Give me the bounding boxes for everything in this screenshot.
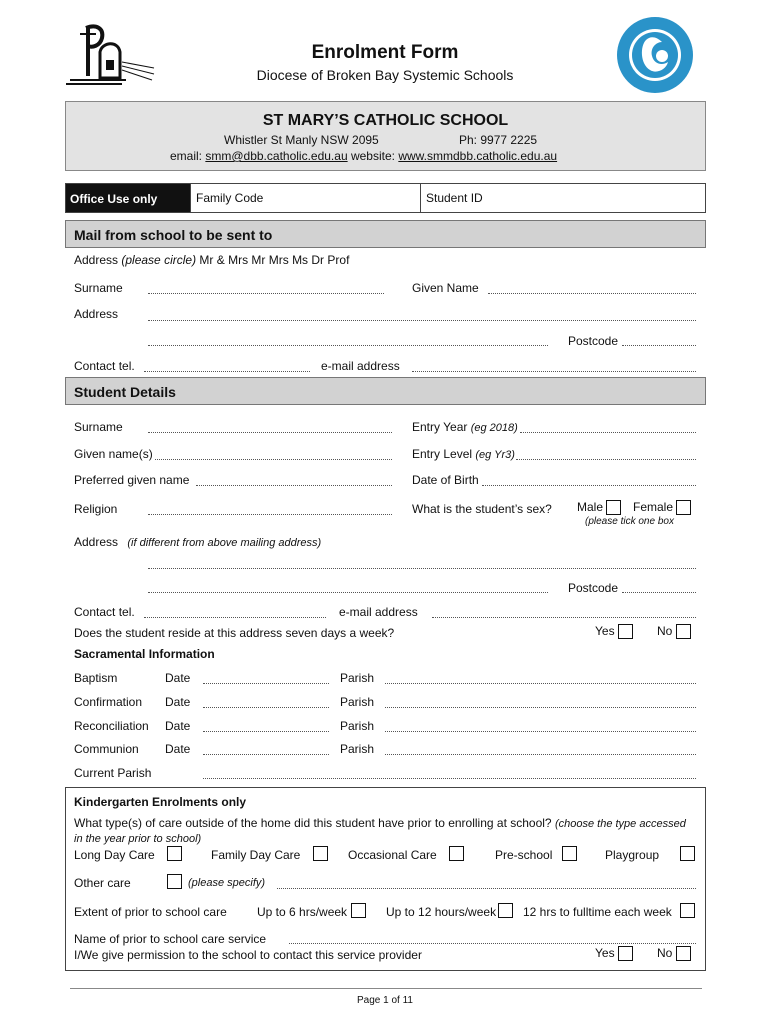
extent-option-2-label: Up to 12 hours/week <box>386 905 497 919</box>
reconciliation-parish-label: Parish <box>340 719 375 733</box>
extent-option-1-label: Up to 6 hrs/week <box>257 905 348 919</box>
mail-surname-input[interactable] <box>148 293 384 294</box>
reside-no-label: No <box>657 624 673 638</box>
entry-level-input[interactable] <box>516 459 696 460</box>
sacramental-heading: Sacramental Information <box>74 647 215 661</box>
school-seal <box>616 16 694 94</box>
mail-postcode-label: Postcode <box>568 334 619 348</box>
confirmation-parish-input[interactable] <box>385 707 696 708</box>
care-occasional-care-checkbox[interactable] <box>449 846 464 861</box>
entry-year-input[interactable] <box>520 432 696 433</box>
form-title: Enrolment Form <box>311 42 459 63</box>
school-email-link[interactable]: smm@dbb.catholic.edu.au <box>205 149 348 163</box>
communion-parish-label: Parish <box>340 742 375 756</box>
permission-no-checkbox[interactable] <box>676 946 691 961</box>
baptism-label: Baptism <box>74 671 118 685</box>
school-phone: Ph: 9977 2225 <box>459 133 538 147</box>
permission-label: I/We give permission to the school to contact this service provider <box>74 948 422 962</box>
reconciliation-date-label: Date <box>165 719 191 733</box>
baptism-date-label: Date <box>165 671 191 685</box>
baptism-parish-input[interactable] <box>385 683 696 684</box>
permission-yes-label: Yes <box>595 946 615 960</box>
reside-question: Does the student reside at this address seven days a week? <box>74 626 395 640</box>
mail-email-input[interactable] <box>412 371 696 372</box>
reside-yes-checkbox[interactable] <box>618 624 633 639</box>
extent-option-3-checkbox[interactable] <box>680 903 695 918</box>
dob-input[interactable] <box>482 485 696 486</box>
care-long-day-care-checkbox[interactable] <box>167 846 182 861</box>
mail-postcode-input[interactable] <box>622 345 696 346</box>
tick-note: (please tick one box <box>585 516 674 527</box>
mail-given-name-input[interactable] <box>488 293 696 294</box>
school-website-link[interactable]: www.smmdbb.catholic.edu.au <box>398 149 558 163</box>
extent-option-3-label: 12 hrs to fulltime each week <box>523 905 672 919</box>
student-contact-label: Contact tel. <box>74 605 135 619</box>
confirmation-date-label: Date <box>165 695 191 709</box>
mail-given-name-label: Given Name <box>412 281 479 295</box>
other-care-checkbox[interactable] <box>167 874 182 889</box>
student-address-input-1[interactable] <box>148 568 696 569</box>
reconciliation-parish-input[interactable] <box>385 731 696 732</box>
student-address-input-2[interactable] <box>148 592 548 593</box>
confirmation-date-input[interactable] <box>203 707 329 708</box>
given-names-label: Given name(s) <box>74 447 153 461</box>
care-long-day-care-label: Long Day Care <box>74 848 155 862</box>
mail-contact-input[interactable] <box>144 371 310 372</box>
school-info-box <box>65 101 706 171</box>
religion-input[interactable] <box>148 514 392 515</box>
mail-title-line: Address (please circle) Mr & Mrs Mr Mrs Ms Dr Prof <box>74 253 350 267</box>
care-playgroup-label: Playgroup <box>605 848 660 862</box>
baptism-parish-label: Parish <box>340 671 375 685</box>
reside-no-checkbox[interactable] <box>676 624 691 639</box>
confirmation-parish-label: Parish <box>340 695 375 709</box>
student-surname-label: Surname <box>74 420 123 434</box>
preferred-name-input[interactable] <box>196 485 392 486</box>
religion-label: Religion <box>74 502 118 516</box>
other-care-input[interactable] <box>277 888 696 889</box>
student-postcode-label: Postcode <box>568 581 619 595</box>
student-contact-input[interactable] <box>144 617 326 618</box>
current-parish-input[interactable] <box>203 778 696 779</box>
communion-label: Communion <box>74 742 139 756</box>
student-email-input[interactable] <box>432 617 696 618</box>
service-name-label: Name of prior to school care service <box>74 932 267 946</box>
dob-label: Date of Birth <box>412 473 479 487</box>
student-surname-input[interactable] <box>148 432 392 433</box>
permission-yes-checkbox[interactable] <box>618 946 633 961</box>
care-pre-school-checkbox[interactable] <box>562 846 577 861</box>
communion-date-label: Date <box>165 742 191 756</box>
reconciliation-date-input[interactable] <box>203 731 329 732</box>
mail-contact-label: Contact tel. <box>74 359 135 373</box>
care-family-day-care-label: Family Day Care <box>211 848 301 862</box>
student-email-label: e-mail address <box>339 605 418 619</box>
male-checkbox[interactable] <box>606 500 621 515</box>
communion-date-input[interactable] <box>203 754 329 755</box>
care-family-day-care-checkbox[interactable] <box>313 846 328 861</box>
please-specify-note: (please specify) <box>188 877 266 889</box>
school-name: ST MARY’S CATHOLIC SCHOOL <box>262 112 509 129</box>
reside-yes-label: Yes <box>595 624 615 638</box>
form-subtitle: Diocese of Broken Bay Systemic Schools <box>256 67 514 83</box>
baptism-date-input[interactable] <box>203 683 329 684</box>
service-name-input[interactable] <box>289 943 696 944</box>
female-checkbox[interactable] <box>676 500 691 515</box>
extent-label: Extent of prior to school care <box>74 905 227 919</box>
school-address: Whistler St Manly NSW 2095 <box>224 133 379 147</box>
office-use-row <box>65 183 706 213</box>
title-options[interactable]: Mr & Mrs Mr Mrs Ms Dr Prof <box>199 253 350 267</box>
entry-level-label: Entry Level (eg Yr3) <box>412 447 515 461</box>
footer-divider <box>70 988 702 989</box>
office-use-label: Office Use only <box>66 184 190 212</box>
mail-address-input-1[interactable] <box>148 320 696 321</box>
given-names-input[interactable] <box>155 459 392 460</box>
mail-section-header: Mail from school to be sent to <box>65 220 706 248</box>
other-care-label: Other care <box>74 876 131 890</box>
kinder-heading: Kindergarten Enrolments only <box>74 795 247 809</box>
care-pre-school-label: Pre-school <box>495 848 553 862</box>
mail-address-label: Address <box>74 307 119 321</box>
sex-question: What is the student’s sex? <box>412 502 552 516</box>
care-playgroup-checkbox[interactable] <box>680 846 695 861</box>
entry-year-label: Entry Year (eg 2018) <box>412 420 518 434</box>
student-address-label: Address (if different from above mailing address) <box>74 535 322 549</box>
male-label: Male <box>577 500 604 514</box>
reconciliation-label: Reconciliation <box>74 719 149 733</box>
mail-surname-label: Surname <box>74 281 123 295</box>
extent-option-1-checkbox[interactable] <box>351 903 366 918</box>
permission-no-label: No <box>657 946 673 960</box>
preferred-name-label: Preferred given name <box>74 473 190 487</box>
extent-option-2-checkbox[interactable] <box>498 903 513 918</box>
communion-parish-input[interactable] <box>385 754 696 755</box>
care-occasional-care-label: Occasional Care <box>348 848 437 862</box>
page-number: Page 1 of 11 <box>357 995 413 1006</box>
female-label: Female <box>633 500 674 514</box>
current-parish-label: Current Parish <box>74 766 152 780</box>
kinder-question: What type(s) of care outside of the home did this student have prior to enrolling at school? (choose the type accessed in the year prior to school) <box>74 816 686 845</box>
student-postcode-input[interactable] <box>622 592 696 593</box>
mail-email-label: e-mail address <box>321 359 400 373</box>
family-code-field[interactable]: Family Code <box>190 184 420 212</box>
confirmation-label: Confirmation <box>74 695 143 709</box>
student-id-field[interactable]: Student ID <box>420 184 705 212</box>
mail-address-input-2[interactable] <box>148 345 548 346</box>
student-section-header: Student Details <box>65 377 706 405</box>
school-contact-line: email: smm@dbb.catholic.edu.au website: www.smmdbb.catholic.edu.au <box>170 149 558 163</box>
